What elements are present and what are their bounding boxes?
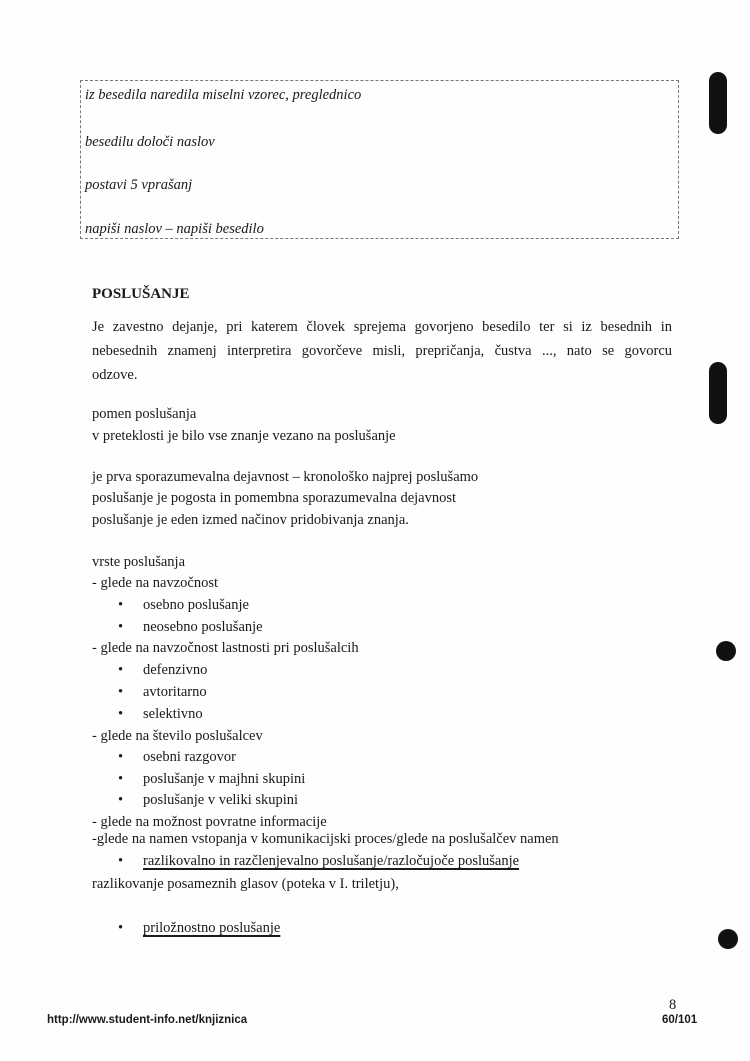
- section-title: POSLUŠANJE: [92, 286, 190, 302]
- list-item: • defenzivno: [118, 661, 207, 679]
- list-item: • neosebno poslušanje: [118, 618, 263, 636]
- text-line: poslušanje je pogosta in pomembna sporazumevalna dejavnost: [92, 490, 457, 506]
- definition-line: Je zavestno dejanje, pri katerem človek sprejema govorjeno besedilo ter si iz besednih in: [92, 319, 672, 335]
- box-item: besedilu določi naslov: [85, 134, 215, 150]
- text-line: razlikovanje posameznih glasov (poteka v I. triletju),: [92, 876, 399, 892]
- list-item: • poslušanje v majhni skupini: [118, 770, 305, 788]
- definition-line: odzove.: [92, 367, 138, 383]
- group-label: - glede na navzočnost: [92, 575, 219, 591]
- punch-hole-icon: [718, 929, 738, 949]
- footer-pages: 60/101: [662, 1014, 698, 1026]
- text-line: v preteklosti je bilo vse znanje vezano na poslušanje: [92, 428, 396, 444]
- binder-holes-icon: [709, 72, 727, 134]
- box-item: iz besedila naredila miselni vzorec, preglednico: [85, 87, 362, 103]
- list-item: • osebno poslušanje: [118, 596, 249, 614]
- list-item: • avtoritarno: [118, 683, 207, 701]
- text-line: pomen poslušanja: [92, 406, 197, 422]
- text-line: poslušanje je eden izmed načinov pridobivanja znanja.: [92, 512, 409, 528]
- group-label: -glede na namen vstopanja v komunikacijski proces/glede na poslušalčev namen: [92, 831, 559, 847]
- binder-holes-icon: [709, 362, 727, 424]
- definition-line: nebesednih znamenj interpretira govorčeve misli, prepričanja, čustva ..., nato se govorcu: [92, 343, 672, 359]
- list-item: • priložnostno poslušanje: [118, 919, 280, 937]
- list-item: • selektivno: [118, 705, 203, 723]
- punch-hole-icon: [716, 641, 736, 661]
- text-line: je prva sporazumevalna dejavnost – kronološko najprej poslušamo: [92, 469, 479, 485]
- footer-url: http://www.student-info.net/knjiznica: [47, 1014, 248, 1026]
- page-number: 8: [669, 997, 677, 1013]
- list-item: • poslušanje v veliki skupini: [118, 791, 298, 809]
- group-label: - glede na število poslušalcev: [92, 728, 263, 744]
- box-item: postavi 5 vprašanj: [85, 177, 193, 193]
- group-label: - glede na možnost povratne informacije: [92, 814, 327, 830]
- list-item: • razlikovalno in razčlenjevalno poslušanje/razločujoče poslušanje: [118, 852, 519, 870]
- group-label: - glede na navzočnost lastnosti pri poslušalcih: [92, 640, 359, 656]
- types-heading: vrste poslušanja: [92, 554, 186, 570]
- box-item: napiši naslov – napiši besedilo: [85, 221, 264, 237]
- list-item: • osebni razgovor: [118, 748, 236, 766]
